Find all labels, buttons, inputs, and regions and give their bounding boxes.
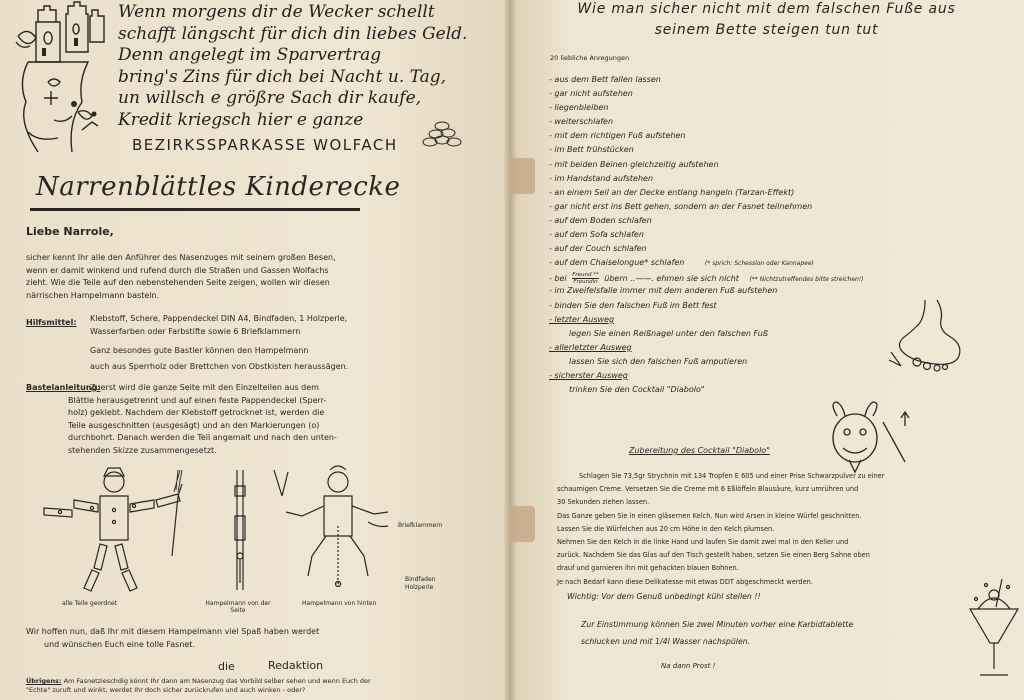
cocktail-glass-illustration xyxy=(964,575,1024,685)
section-title: Narrenblättles Kinderecke xyxy=(36,172,401,202)
list-item: - binden Sie den falschen Fuß im Bett fest xyxy=(549,300,717,310)
signature-die: die xyxy=(218,660,235,673)
list-item: - gar nicht erst ins Bett gehen, sondern an der Fasnet teilnehmen xyxy=(549,201,813,211)
intro-line: sicher kennt Ihr alle den Anführer des Nasenzuges mit seinem großen Besen, xyxy=(26,253,336,262)
list-item: - auf der Couch schlafen xyxy=(549,244,647,254)
devil-illustration xyxy=(823,402,911,474)
uebrigens-note xyxy=(26,677,501,695)
recipe-line: Lassen Sie die Würfelchen aus 20 cm Höhe in den Kelch plumsen. xyxy=(557,524,775,533)
list-item: - mit dem richtigen Fuß aufstehen xyxy=(549,131,686,141)
list-item: - mit beiden Beinen gleichzeitig aufstehen xyxy=(549,159,719,169)
poem-line: Denn angelegt im Sparvertrag xyxy=(118,45,382,65)
recipe-line: Schlagen Sie 73,5gr Strychnin mit 134 Tropfen E 605 und einer Prise Schwarzpulver zu einer xyxy=(579,472,885,480)
caption-side-view: Hampelmann von der Seite xyxy=(205,600,271,614)
chaiselongue-note: (* sprich: Schesslon oder Kannapee) xyxy=(704,260,814,268)
label-bindfaden: Bindfaden xyxy=(405,576,436,583)
uebrigens-label: Übrigens: xyxy=(26,677,62,685)
hilfsmittel-extra-line: auch aus Sperrholz oder Brettchen von Obstkisten heraussägen. xyxy=(90,361,349,371)
ausweg-label: - letzter Ausweg xyxy=(549,314,615,324)
closing-line: und wünschen Euch eine tolle Fasnet. xyxy=(44,639,195,649)
ausweg-label: - allerletzter Ausweg xyxy=(549,342,632,352)
closing-line: Wir hoffen nun, daß Ihr mit diesem Hampelmann viel Spaß haben werdet xyxy=(26,627,320,636)
list-item: - im Bett frühstücken xyxy=(549,145,634,155)
list-item-bei xyxy=(549,272,1019,286)
bastel-line: Teile ausgeschnitten (ausgesägt) und an den Markierungen (o) xyxy=(68,420,320,430)
hampelmann-side-illustration xyxy=(225,466,255,596)
advertisement-poem xyxy=(118,2,498,131)
castle-illustration xyxy=(8,2,113,162)
list-item: - liegenbleiben xyxy=(549,103,609,113)
hilfsmittel-text xyxy=(90,313,500,338)
caption-back-view: Hampelmann von hinten xyxy=(302,600,377,607)
tip-note xyxy=(581,616,961,650)
book-gutter xyxy=(503,0,517,700)
cocktail-heading: Zubereitung des Cocktail "Diabolo" xyxy=(629,446,770,455)
intro-line: zieht. Wie die Teile auf den nebenstehenden Seite zeigen, wollen wir diesen xyxy=(26,278,330,287)
hampelmann-back-illustration xyxy=(268,466,408,596)
left-page xyxy=(0,0,509,700)
staple xyxy=(509,506,535,542)
list-item: - im Zweifelsfalle immer mit dem anderen Fuß aufstehen xyxy=(549,286,778,296)
list-item: - auf dem Boden schlafen xyxy=(549,215,652,225)
list-item-chaiselongue xyxy=(549,258,1019,272)
intro-paragraph xyxy=(26,252,496,302)
hilfsmittel-line: Wasserfarben oder Farbstifte sowie 6 Briefklammern xyxy=(90,326,301,336)
bastelanleitung-label: Bastelanleitung: xyxy=(26,383,101,392)
warning-note: Wichtig: Vor dem Genuß unbedingt kühl stellen !! xyxy=(567,592,761,601)
bei-prefix: - bei xyxy=(549,274,567,284)
list-item: - weiterschlafen xyxy=(549,117,614,127)
tip-line: schlucken und mit 1/4l Wasser nachspülen. xyxy=(581,637,751,646)
poem-line: un willsch e größre Sach dir kaufe, xyxy=(118,88,422,108)
staple xyxy=(509,158,535,194)
bastel-line: holz) geklebt. Nachdem der Klebstoff getrocknet ist, werden die xyxy=(68,408,325,417)
recipe-line: zurück. Nachdem Sie das Glas auf den Tisch gestellt haben, setzen Sie einen Berg Sahne oben xyxy=(557,551,870,560)
freundin-label: Freundin xyxy=(573,279,598,286)
bastelanleitung-text xyxy=(26,382,496,457)
list-item: - im Handstand aufstehen xyxy=(549,173,654,183)
freund-label: Freund ** xyxy=(572,272,599,279)
coins-illustration xyxy=(420,118,470,148)
greeting: Liebe Narrole, xyxy=(26,225,114,238)
recipe-line: 30 Sekunden ziehen lassen. xyxy=(557,498,650,507)
hilfsmittel-label: Hilfsmittel: xyxy=(26,318,77,327)
freund-freundin xyxy=(572,272,599,285)
right-title-line2: seinem Bette steigen tun tut xyxy=(654,22,879,38)
closing-paragraph xyxy=(26,626,496,651)
hilfsmittel-extra-line: Ganz besondes gute Bastler können den Hampelmann xyxy=(90,346,309,355)
ausweg-text: legen Sie einen Reißnagel unter den falschen Fuß xyxy=(569,328,768,338)
signature-redaktion: Redaktion xyxy=(268,659,324,672)
right-title-line1: Wie man sicher nicht mit dem falschen Fuße aus xyxy=(577,1,956,17)
label-briefklammern: Briefklammern xyxy=(398,522,443,529)
hampelmann-parts-illustration xyxy=(30,466,195,596)
bastel-line: Blättle herausgetrennt und auf einen feste Pappendeckel (Sperr- xyxy=(68,395,327,405)
prost-line: Na dann Prost ! xyxy=(661,662,716,670)
ausweg-label: - sicherster Ausweg xyxy=(549,370,628,380)
list-item: - gar nicht aufstehen xyxy=(549,89,633,99)
label-holzperle: Holzperle xyxy=(405,584,434,591)
bei-middle: übern ..——. ehmen sie sich nicht xyxy=(604,274,739,284)
hilfsmittel-line: Klebstoff, Schere, Pappendeckel DIN A4, Bindfaden, 1 Holzperle, xyxy=(90,314,348,323)
recipe-line: drauf und garnieren ihn mit gehackten blauen Bohnen. xyxy=(557,564,739,573)
title-underline xyxy=(30,208,360,211)
list-item: - auf dem Sofa schlafen xyxy=(549,230,644,240)
poem-line: Kredit kriegsch hier e ganze xyxy=(118,109,364,130)
uebrigens-line: "Echte" zuruft und winkt, werdet Ihr doch sicher zurückrufen und auch winken - oder? xyxy=(26,686,306,694)
bank-name: BEZIRKSSPARKASSE WOLFACH xyxy=(132,136,398,154)
recipe-line: Das Ganze geben Sie in einen gläsernen Kelch. Nun wird Arsen in kleine Würfel geschnitten. xyxy=(557,511,862,520)
list-item: - an einem Seil an der Decke entlang hangeln (Tarzan-Effekt) xyxy=(549,187,795,197)
bastel-line: stehenden Skizze zusammengesetzt. xyxy=(68,445,217,455)
right-page xyxy=(509,0,1024,700)
recipe-line: schaumigen Creme. Versetzen Sie die Creme mit 6 Eßlöffeln Blausäure, kurz umrühren und xyxy=(557,485,859,494)
foot-illustration xyxy=(887,296,967,376)
list-item: - aus dem Bett fallen lassen xyxy=(549,75,661,84)
cocktail-recipe xyxy=(557,470,987,589)
ausweg-text: trinken Sie den Cocktail "Diabolo" xyxy=(569,385,705,395)
uebrigens-line: Am Fasnetzieschdig könnt Ihr dann am Nasenzug das Vorbild selber sehen und wenn Euch der xyxy=(63,677,371,685)
bastel-line: durchbohrt. Danach werden die Teil angemalt und nach den unten- xyxy=(68,433,337,442)
bastel-line: Zuerst wird die ganze Seite mit den Einzelteilen aus dem xyxy=(90,383,319,392)
tip-line: Zur Einstimmung können Sie zwei Minuten vorher eine Karbidtablette xyxy=(581,620,854,629)
poem-line: schafft längscht für dich din liebes Geld. xyxy=(118,23,468,44)
intro-line: wenn er damit winkend und rufend durch die Straßen und Gassen Wolfachs xyxy=(26,265,329,275)
poem-line: bring's Zins für dich bei Nacht u. Tag, xyxy=(118,66,447,87)
bei-note: (** Nichtzutreffendes bitte streichen!) xyxy=(749,276,864,284)
caption-all-parts: alle Teile geordnet xyxy=(62,600,118,607)
list-subtitle: 20 liebliche Anregungen xyxy=(550,54,630,62)
recipe-line: Je nach Bedarf kann diese Delikatesse mit etwas DDT abgeschmeckt werden. xyxy=(557,577,813,586)
hilfsmittel-extra xyxy=(90,345,500,373)
recipe-line: Nehmen Sie den Kelch in die linke Hand und laufen Sie damit zwei mal in den Keller und xyxy=(557,538,849,547)
list-item-text: - auf dem Chaiselongue* schlafen xyxy=(549,258,685,268)
ausweg-text: lassen Sie sich den falschen Fuß amputieren xyxy=(569,356,748,366)
poem-line: Wenn morgens dir de Wecker schellt xyxy=(118,2,435,22)
intro-line: närrischen Hampelmann basteln. xyxy=(26,290,160,300)
